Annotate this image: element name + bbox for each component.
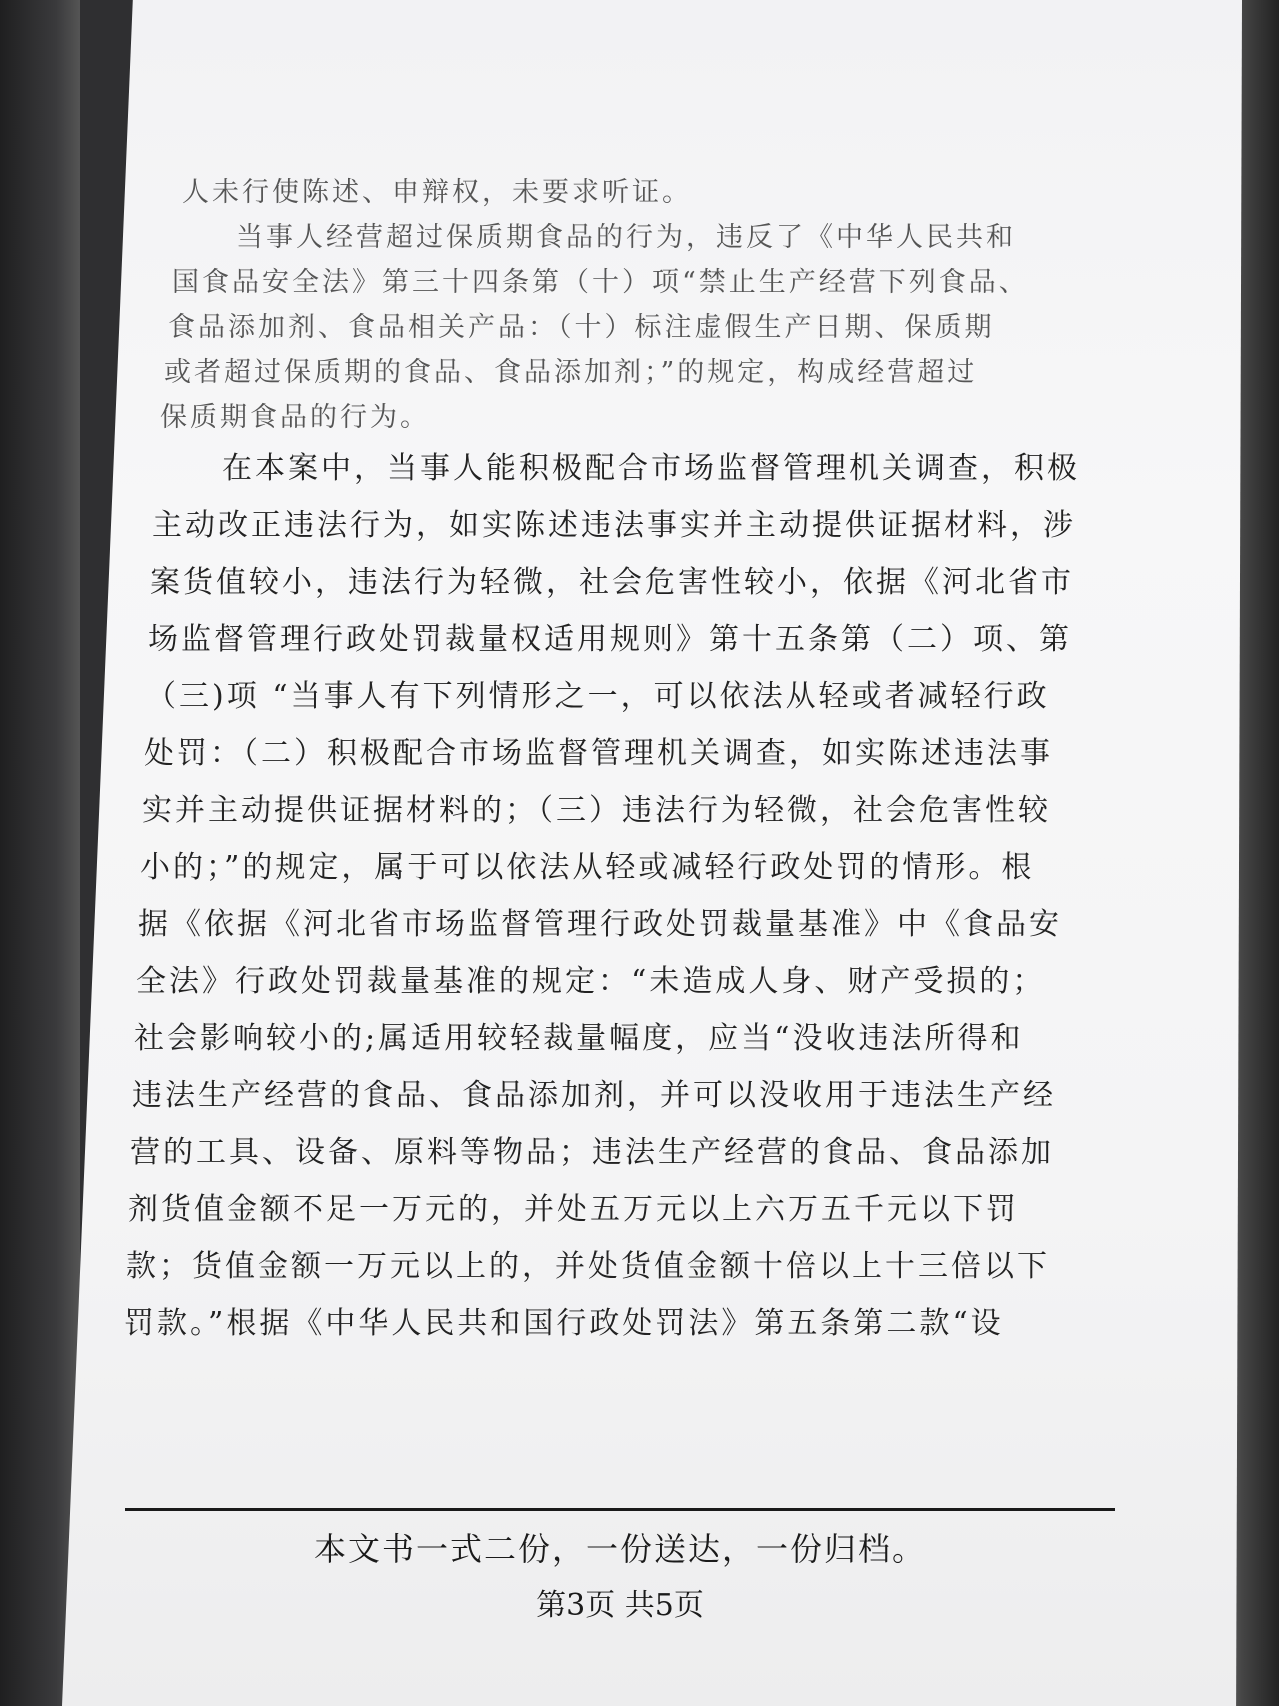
body-line: 实并主动提供证据材料的；（三）违法行为轻微，社会危害性较 [142, 793, 1051, 828]
body-line: 社会影响较小的;属适用较轻裁量幅度，应当“没收违法所得和 [134, 1021, 1024, 1056]
page-number: 第3页 共5页 [536, 1588, 704, 1623]
body-line: 剂货值金额不足一万元的，并处五万元以上六万五千元以下罚 [128, 1192, 1019, 1227]
body-line: 或者超过保质期的食品、食品添加剂；”的规定，构成经营超过 [164, 357, 978, 388]
body-line: 人未行使陈述、申辩权，未要求听证。 [182, 177, 692, 208]
body-line: 营的工具、设备、原料等物品；违法生产经营的食品、食品添加 [130, 1135, 1054, 1170]
body-line: 保质期食品的行为。 [160, 402, 430, 433]
body-line: 主动改正违法行为，如实陈述违法事实并主动提供证据材料，涉 [152, 508, 1076, 543]
body-line: 食品添加剂、食品相关产品：（十）标注虚假生产日期、保质期 [168, 312, 995, 343]
body-line: 当事人经营超过保质期食品的行为，违反了《中华人民共和 [176, 222, 1016, 253]
body-line: 罚款。”根据《中华人民共和国行政处罚法》第五条第二款“设 [124, 1306, 1004, 1341]
desk-background-left [0, 0, 80, 1706]
body-line: 款；货值金额一万元以上的，并处货值金额十倍以上十三倍以下 [126, 1249, 1050, 1284]
body-line: （三)项 “当事人有下列情形之一，可以依法从轻或者减轻行政 [146, 679, 1050, 714]
document-body [124, 170, 1080, 1352]
footer-note: 本文书一式二份，一份送达，一份归档。 [313, 1530, 926, 1568]
body-line: 国食品安全法》第三十四条第（十）项“禁止生产经营下列食品、 [172, 267, 1029, 298]
body-line: 违法生产经营的食品、食品添加剂，并可以没收用于违法生产经 [132, 1078, 1056, 1113]
body-line: 在本案中，当事人能积极配合市场监督管理机关调查，积极 [156, 451, 1080, 486]
body-line: 小的；”的规定，属于可以依法从轻或减轻行政处罚的情形。根 [140, 850, 1035, 885]
body-line: 案货值较小，违法行为轻微，社会危害性较小，依据《河北省市 [150, 565, 1074, 600]
footer-divider [125, 1508, 1115, 1511]
body-line: 据《依据《河北省市场监督管理行政处罚裁量基准》中《食品安 [138, 907, 1062, 942]
body-line: 场监督管理行政处罚裁量权适用规则》第十五条第（二）项、第 [148, 622, 1072, 657]
body-line: 全法》行政处罚裁量基准的规定：“未造成人身、财产受损的； [136, 964, 1046, 999]
body-line: 处罚：（二）积极配合市场监督管理机关调查，如实陈述违法事 [144, 736, 1053, 771]
